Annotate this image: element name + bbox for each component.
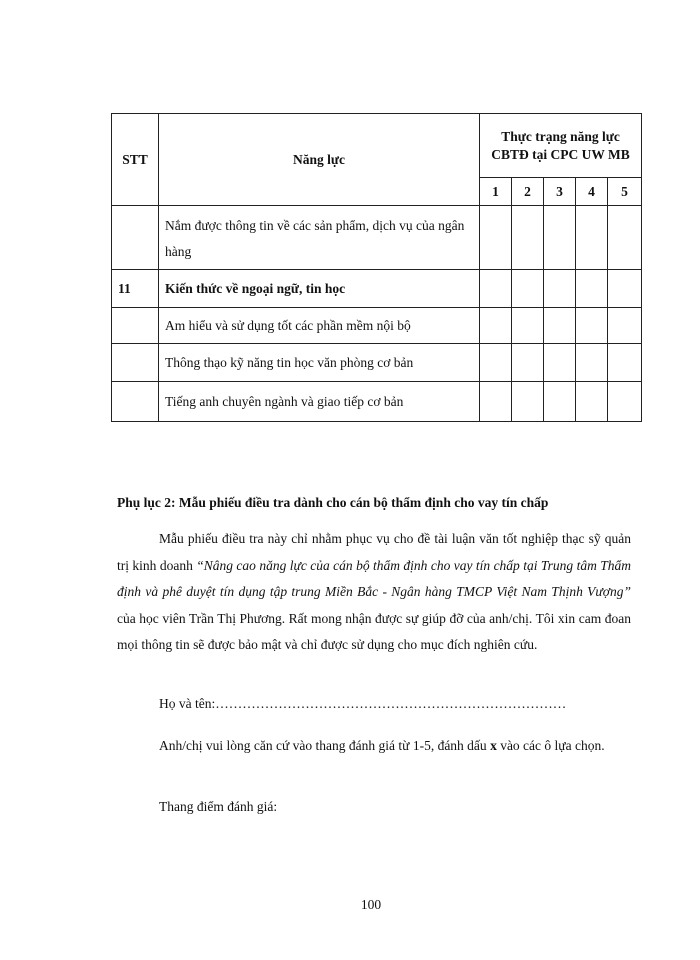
rating-cell[interactable] <box>576 206 608 270</box>
rating-cell[interactable] <box>544 308 576 344</box>
instruction-end: vào các ô lựa chọn. <box>496 738 605 753</box>
rating-cell[interactable] <box>576 344 608 382</box>
row-text: Thông thạo kỹ năng tin học văn phòng cơ bản <box>159 344 480 382</box>
row-text: Tiếng anh chuyên ngành và giao tiếp cơ bản <box>159 382 480 422</box>
intro-end: của học viên Trần Thị Phương. Rất mong nhận được sự giúp đỡ của anh/chị. Tôi xin cam đoan mọi thông tin sẽ được bảo mật và chỉ được sử dụng cho mục đích nghiên cứu. <box>117 610 631 652</box>
rating-cell[interactable] <box>480 270 512 308</box>
rating-cell[interactable] <box>512 382 544 422</box>
rating-cell[interactable] <box>608 270 642 308</box>
rating-cell[interactable] <box>544 270 576 308</box>
table-row <box>112 206 642 270</box>
row-stt <box>112 382 159 422</box>
row-stt: 11 <box>112 270 159 308</box>
scale-5: 5 <box>608 178 642 206</box>
header-stt: STT <box>112 114 159 206</box>
rating-cell[interactable] <box>608 308 642 344</box>
rating-cell[interactable] <box>512 206 544 270</box>
scale-2: 2 <box>512 178 544 206</box>
rating-cell[interactable] <box>480 308 512 344</box>
instruction-paragraph <box>117 733 631 760</box>
row-text: Kiến thức về ngoại ngữ, tin học <box>159 270 480 308</box>
table-header-row <box>112 114 642 178</box>
rating-cell[interactable] <box>544 382 576 422</box>
survey-table <box>111 113 642 422</box>
header-ability: Năng lực <box>159 114 480 206</box>
scale-1: 1 <box>480 178 512 206</box>
row-stt <box>112 206 159 270</box>
instruction-mark: x <box>490 738 497 753</box>
header-status: Thực trạng năng lực CBTĐ tại CPC UW MB <box>480 114 642 178</box>
table-row <box>112 382 642 422</box>
table-row <box>112 344 642 382</box>
thesis-title: “Nâng cao năng lực của cán bộ thẩm định cho vay tín chấp tại Trung tâm Thẩm định và phê duyệt tín dụng tập trung Miền Bắc - Ngân hàng TMCP Việt Nam Thịnh Vượng” <box>117 557 631 599</box>
rating-cell[interactable] <box>576 270 608 308</box>
scale-3: 3 <box>544 178 576 206</box>
name-line: Họ và tên:…………………………………………………………………… <box>159 696 567 711</box>
rating-cell[interactable] <box>608 206 642 270</box>
rating-cell[interactable] <box>512 270 544 308</box>
table-row <box>112 308 642 344</box>
rating-cell[interactable] <box>512 344 544 382</box>
table-row <box>112 270 642 308</box>
scale-4: 4 <box>576 178 608 206</box>
rating-cell[interactable] <box>576 382 608 422</box>
row-stt <box>112 308 159 344</box>
rating-cell[interactable] <box>576 308 608 344</box>
rating-cell[interactable] <box>608 382 642 422</box>
row-text: Am hiểu và sử dụng tốt các phần mềm nội bộ <box>159 308 480 344</box>
appendix-heading: Phụ lục 2: Mẫu phiếu điều tra dành cho cán bộ thẩm định cho vay tín chấp <box>117 495 549 510</box>
rating-cell[interactable] <box>608 344 642 382</box>
row-text: Nắm được thông tin về các sản phẩm, dịch vụ của ngân hàng <box>159 206 480 270</box>
rating-cell[interactable] <box>480 206 512 270</box>
rating-cell[interactable] <box>544 344 576 382</box>
rating-cell[interactable] <box>512 308 544 344</box>
rating-cell[interactable] <box>480 382 512 422</box>
page-number: 100 <box>360 897 382 912</box>
instruction-start: Anh/chị vui lòng căn cứ vào thang đánh giá từ 1-5, đánh dấu <box>159 738 491 753</box>
scale-label: Thang điểm đánh giá: <box>159 799 278 814</box>
rating-cell[interactable] <box>544 206 576 270</box>
intro-start: Mẫu phiếu điều tra này chỉ nhằm phục vụ cho đề tài luận văn tốt nghiệp thạc sỹ quản trị kinh doanh <box>117 531 631 573</box>
row-stt <box>112 344 159 382</box>
rating-cell[interactable] <box>480 344 512 382</box>
intro-paragraph <box>117 526 631 659</box>
